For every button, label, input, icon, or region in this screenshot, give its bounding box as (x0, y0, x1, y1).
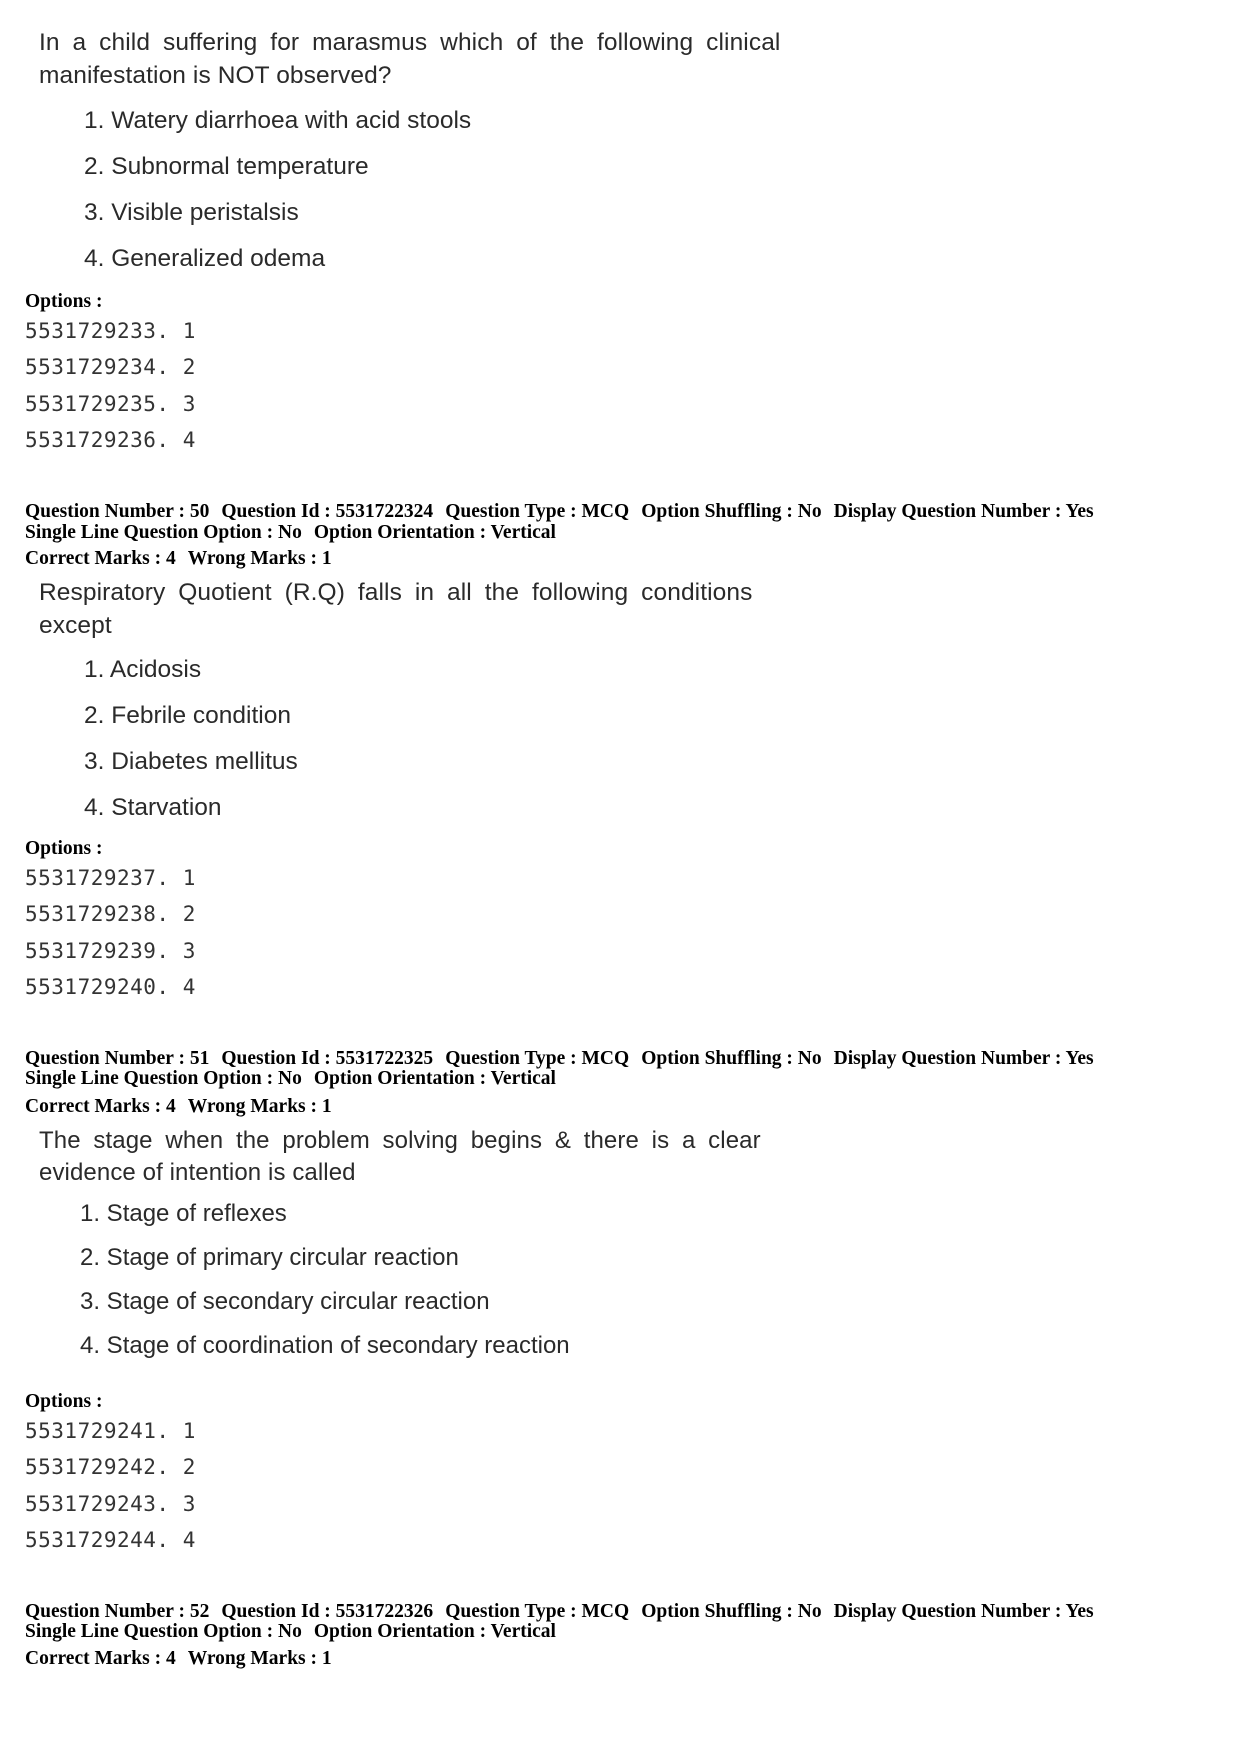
question-49-text (39, 26, 780, 92)
meta-question-id: Question Id : 5531722326 (221, 1601, 434, 1622)
choice-item: 2. Febrile condition (84, 702, 292, 729)
meta-question-number: Question Number : 51 (25, 1048, 210, 1069)
question-51-marks (25, 1097, 344, 1117)
meta-question-id: Question Id : 5531722324 (221, 501, 434, 522)
question-50-marks (25, 549, 344, 569)
meta-option-orientation: Option Orientation : Vertical (313, 1621, 556, 1642)
options-label: Options : (25, 1391, 103, 1412)
option-id-item: 5531729244. 4 (25, 1528, 196, 1552)
choice-item: 1. Watery diarrhoea with acid stools (84, 107, 472, 134)
meta-option-shuffling: Option Shuffling : No (641, 501, 822, 522)
question-text-line: In a child suffering for marasmus which of the following clinical (39, 29, 781, 56)
meta-single-line-option: Single Line Question Option : No (25, 1621, 302, 1642)
question-text-line: evidence of intention is called (39, 1159, 356, 1186)
meta-wrong-marks: Wrong Marks : 1 (187, 1096, 332, 1117)
option-id-item: 5531729240. 4 (25, 975, 196, 999)
meta-wrong-marks: Wrong Marks : 1 (187, 548, 332, 569)
choice-item: 4. Stage of coordination of secondary reaction (80, 1332, 570, 1359)
question-text-line: The stage when the problem solving begins & there is a clear (39, 1127, 761, 1154)
option-id-item: 5531729243. 3 (25, 1492, 196, 1516)
option-id-item: 5531729239. 3 (25, 939, 196, 963)
meta-question-number: Question Number : 52 (25, 1601, 210, 1622)
choice-item: 1. Acidosis (84, 656, 202, 683)
meta-correct-marks: Correct Marks : 4 (25, 1648, 176, 1669)
question-51-text (39, 1125, 761, 1189)
choice-item: 3. Visible peristalsis (84, 199, 299, 226)
meta-wrong-marks: Wrong Marks : 1 (187, 1648, 332, 1669)
choice-item: 4. Generalized odema (84, 245, 326, 272)
question-52-meta-line2 (25, 1622, 568, 1642)
option-id-item: 5531729238. 2 (25, 902, 196, 926)
options-label: Options : (25, 838, 103, 859)
option-id-item: 5531729235. 3 (25, 392, 196, 416)
choice-item: 2. Stage of primary circular reaction (80, 1244, 459, 1271)
question-52-meta-line1 (25, 1602, 1106, 1622)
question-50-meta-line2 (25, 523, 568, 543)
meta-option-orientation: Option Orientation : Vertical (313, 522, 556, 543)
meta-correct-marks: Correct Marks : 4 (25, 1096, 176, 1117)
question-50-meta-line1 (25, 502, 1106, 522)
meta-option-shuffling: Option Shuffling : No (641, 1601, 822, 1622)
meta-option-shuffling: Option Shuffling : No (641, 1048, 822, 1069)
meta-question-number: Question Number : 50 (25, 501, 210, 522)
meta-question-type: Question Type : MCQ (445, 1601, 630, 1622)
choice-item: 4. Starvation (84, 794, 222, 821)
option-id-item: 5531729241. 1 (25, 1419, 196, 1443)
choice-item: 2. Subnormal temperature (84, 153, 369, 180)
option-id-item: 5531729237. 1 (25, 866, 196, 890)
option-id-item: 5531729242. 2 (25, 1455, 196, 1479)
choice-item: 1. Stage of reflexes (80, 1200, 287, 1227)
options-label: Options : (25, 291, 103, 312)
choice-item: 3. Stage of secondary circular reaction (80, 1288, 490, 1315)
meta-display-question-number: Display Question Number : Yes (833, 1601, 1094, 1622)
question-text-line: Respiratory Quotient (R.Q) falls in all the following conditions (39, 579, 753, 606)
question-52-marks (25, 1649, 344, 1669)
meta-single-line-option: Single Line Question Option : No (25, 1068, 302, 1089)
question-50-text (39, 576, 752, 642)
meta-question-type: Question Type : MCQ (445, 501, 630, 522)
question-51-meta-line2 (25, 1069, 568, 1089)
meta-question-type: Question Type : MCQ (445, 1048, 630, 1069)
meta-display-question-number: Display Question Number : Yes (833, 1048, 1094, 1069)
meta-display-question-number: Display Question Number : Yes (833, 501, 1094, 522)
option-id-item: 5531729233. 1 (25, 319, 196, 343)
choice-item: 3. Diabetes mellitus (84, 748, 298, 775)
question-text-line: manifestation is NOT observed? (39, 62, 392, 89)
question-text-line: except (39, 612, 112, 639)
question-51-meta-line1 (25, 1049, 1106, 1069)
option-id-item: 5531729236. 4 (25, 428, 196, 452)
meta-question-id: Question Id : 5531722325 (221, 1048, 434, 1069)
meta-option-orientation: Option Orientation : Vertical (313, 1068, 556, 1089)
option-id-item: 5531729234. 2 (25, 355, 196, 379)
meta-single-line-option: Single Line Question Option : No (25, 522, 302, 543)
meta-correct-marks: Correct Marks : 4 (25, 548, 176, 569)
